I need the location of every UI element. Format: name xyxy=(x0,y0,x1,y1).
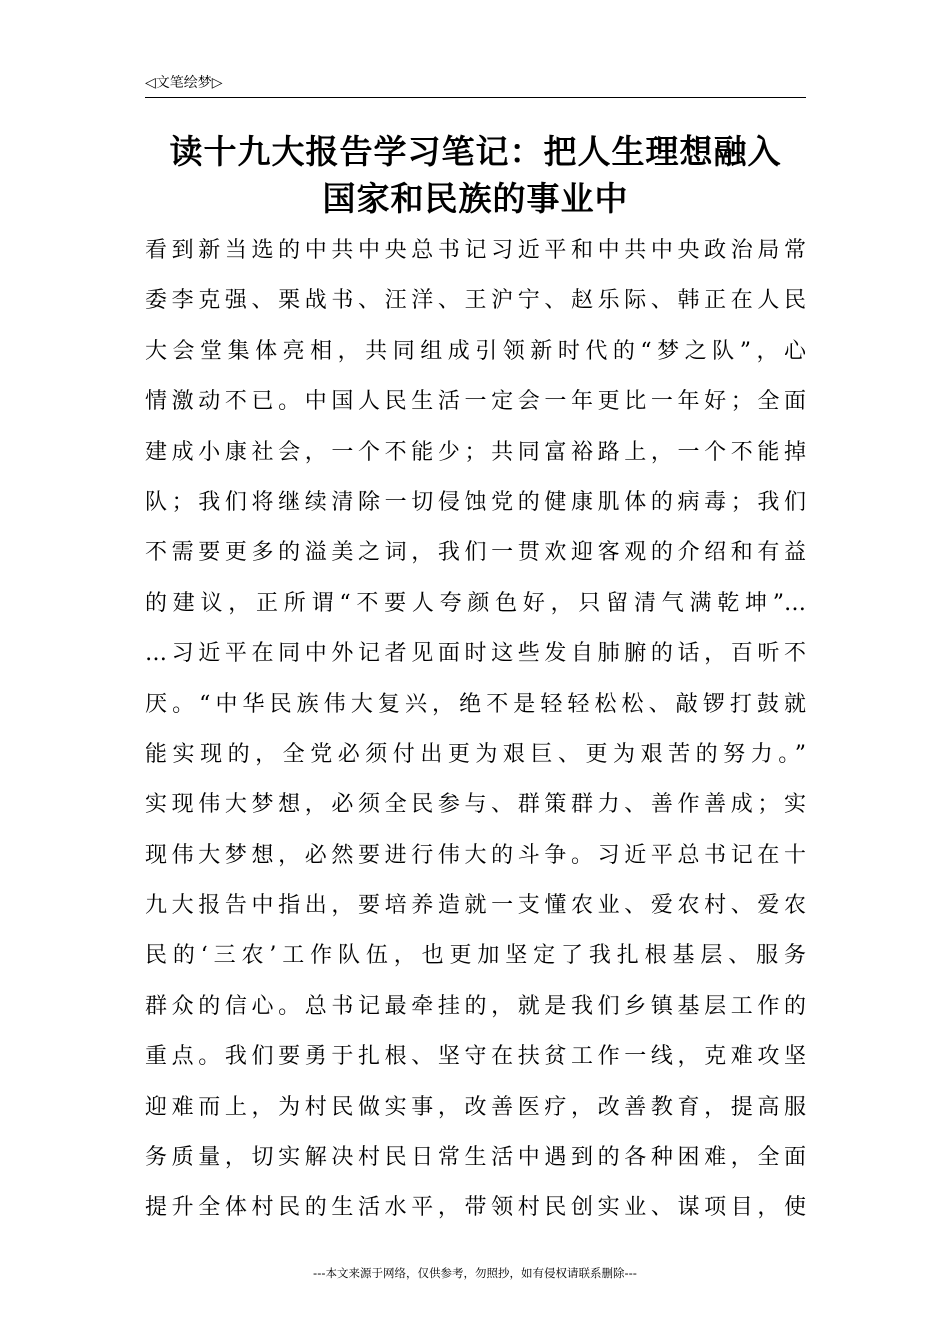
body-paragraph xyxy=(145,226,806,1234)
body-line: 民的‘三农’工作队伍，也更加坚定了我扎根基层、服务 xyxy=(145,943,806,969)
header-divider xyxy=(145,97,806,98)
header-label: ◁文笔绘梦▷ xyxy=(145,75,223,91)
body-line: 厌。“中华民族伟大复兴，绝不是轻轻松松、敲锣打鼓就 xyxy=(145,691,806,717)
body-line: 群众的信心。总书记最牵挂的，就是我们乡镇基层工作的 xyxy=(145,993,806,1019)
body-line: 提升全体村民的生活水平，带领村民创实业、谋项目，使 xyxy=(145,1195,806,1221)
body-line: …习近平在同中外记者见面时这些发自肺腑的话，百听不 xyxy=(145,641,806,667)
body-line: 现伟大梦想，必然要进行伟大的斗争。习近平总书记在十 xyxy=(145,842,806,868)
body-line: 的建议，正所谓“不要人夸颜色好，只留清气满乾坤”… xyxy=(145,590,806,616)
body-line: 情激动不已。中国人民生活一定会一年更比一年好；全面 xyxy=(145,389,806,415)
body-line: 建成小康社会，一个不能少；共同富裕路上，一个不能掉 xyxy=(145,439,806,465)
body-line: 务质量，切实解决村民日常生活中遇到的各种困难，全面 xyxy=(145,1145,806,1171)
footer-disclaimer: ---本文来源于网络，仅供参考，勿照抄，如有侵权请联系删除--- xyxy=(313,1266,637,1280)
body-line: 能实现的，全党必须付出更为艰巨、更为艰苦的努力。” xyxy=(145,741,806,767)
body-line: 实现伟大梦想，必须全民参与、群策群力、善作善成；实 xyxy=(145,792,806,818)
title-line: 读十九大报告学习笔记：把人生理想融入 xyxy=(169,132,782,171)
body-line: 看到新当选的中共中央总书记习近平和中共中央政治局常 xyxy=(145,238,806,263)
title-line: 国家和民族的事业中 xyxy=(322,179,629,218)
document-title xyxy=(145,128,806,222)
body-line: 委李克强、栗战书、汪洋、王沪宁、赵乐际、韩正在人民 xyxy=(145,288,806,314)
body-line: 迎难而上，为村民做实事，改善医疗，改善教育，提高服 xyxy=(145,1094,806,1120)
body-line: 大会堂集体亮相，共同组成引领新时代的“梦之队”，心 xyxy=(145,338,806,364)
body-line: 不需要更多的溢美之词，我们一贯欢迎客观的介绍和有益 xyxy=(145,540,806,566)
body-line: 队；我们将继续清除一切侵蚀党的健康肌体的病毒；我们 xyxy=(145,489,806,515)
body-line: 九大报告中指出，要培养造就一支懂农业、爱农村、爱农 xyxy=(145,893,806,919)
body-line: 重点。我们要勇于扎根、坚守在扶贫工作一线，克难攻坚 xyxy=(145,1044,806,1070)
